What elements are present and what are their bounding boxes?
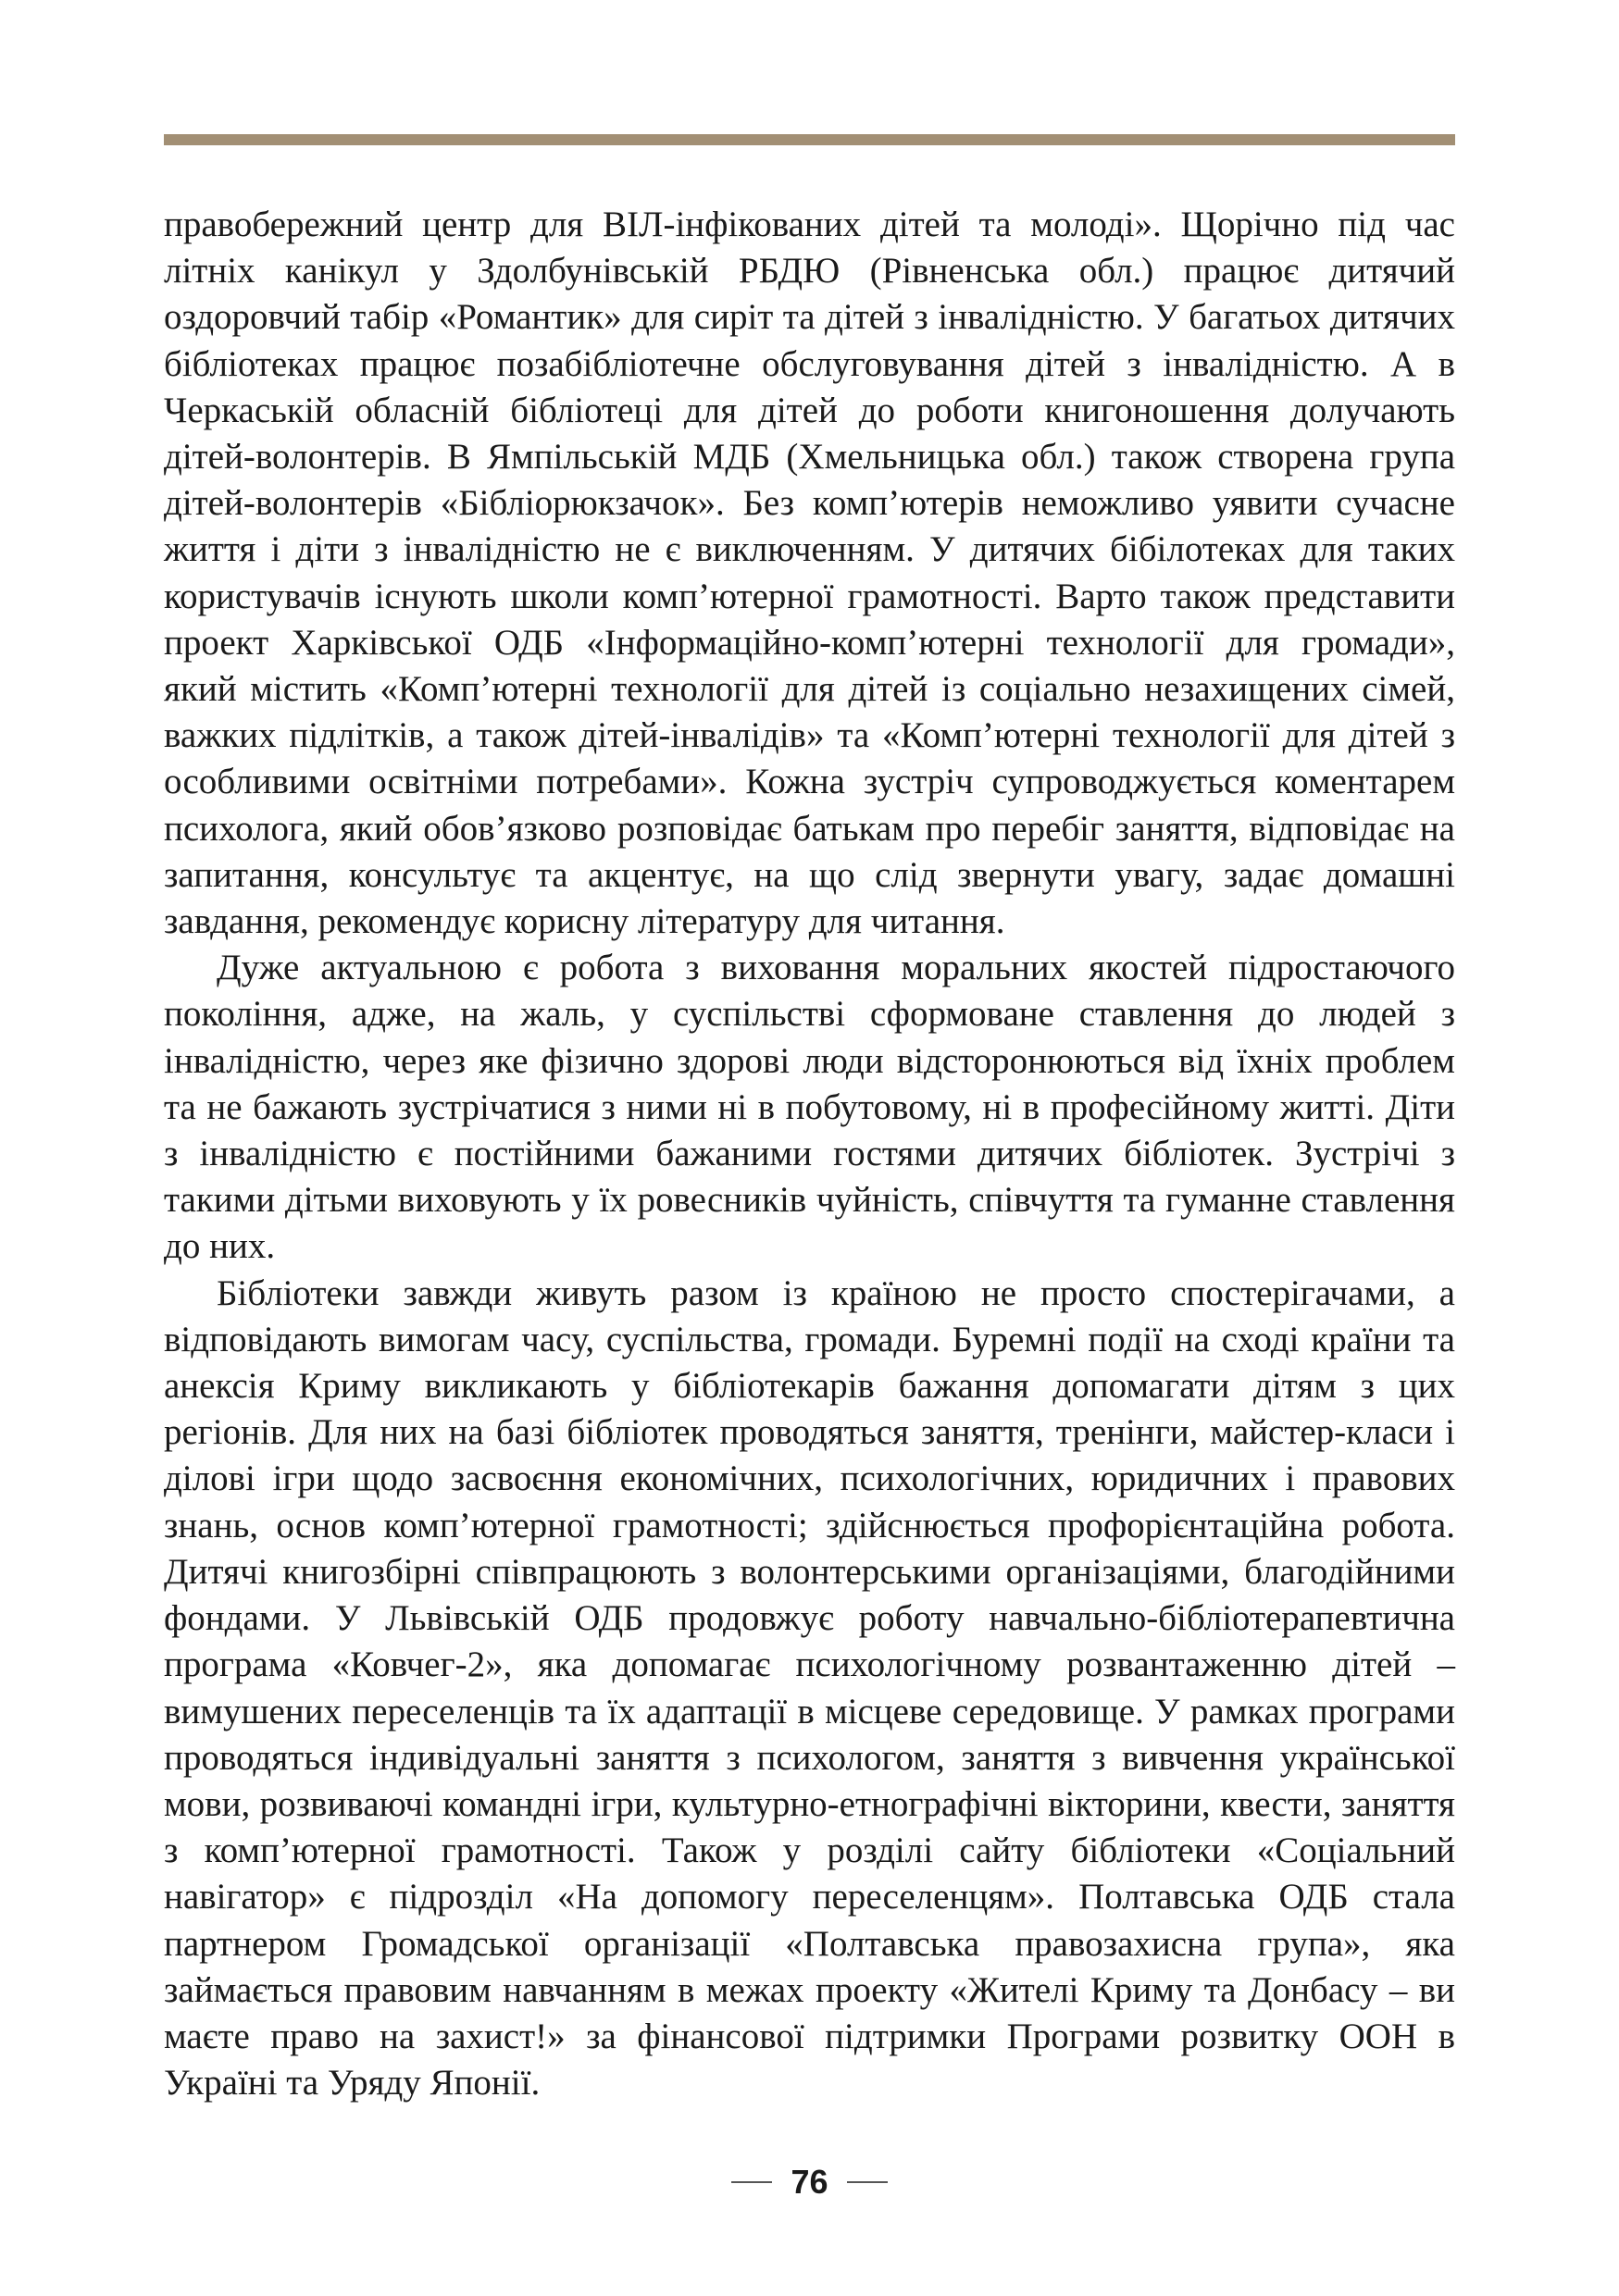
page-number-right-dash [847, 2181, 888, 2183]
page-number-left-dash [731, 2181, 772, 2183]
paragraph-1: правобережний центр для ВІЛ-інфікованих дітей та молоді». Щорічно під час літніх канікул у Здолбунівській РБДЮ (Рівненська обл.) працює дитячий оздоровчий табір «Романтик» для сиріт та дітей з інвалідністю. У багатьох дитячих бібліотеках працює позабібліотечне обслуговування дітей з інвалідністю. А в Черкаській обласній бібліотеці для дітей до роботи книгоношення долучають дітей-волонтерів. В Ямпільській МДБ (Хмельницька обл.) також створена група дітей-волонтерів «Бібліорюкзачок». Без комп’ютерів неможливо уявити сучасне життя і діти з інвалідністю не є виключенням. У дитячих бібілотеках для таких користувачів існують школи комп’ютерної грамотності. Варто також представити проект Харківської ОДБ «Інформаційно-комп’ютерні технології для громади», який містить «Комп’ютерні технології для дітей із соціально незахищених сімей, важких підлітків, а також дітей-інвалідів» та «Комп’ютерні технології для дітей з особливими освітніми потребами». Кожна зустріч супроводжується коментарем психолога, який обов’язково розповідає батькам про перебіг заняття, відповідає на запитання, консультує та акцентує, на що слід звернути увагу, задає домашні завдання, рекомендує корисну літературу для читання. [164, 205, 1455, 942]
page-footer [0, 2164, 1619, 2201]
paragraph-3: Бібліотеки завжди живуть разом із країною не просто спостерігачами, а відповідають вимогам часу, суспільства, громади. Буремні події на сході країни та анексія Криму викликають у бібліотекарів бажання допомагати дітям з цих регіонів. Для них на базі бібліотек проводяться заняття, тренінги, майстер-класи і ділові ігри щодо засвоєння економічних, психологічних, юридичних і правових знань, основ комп’ютерної грамотності; здійснюється профорієнтаційна робота. Дитячі книгозбірні співпрацюють з волонтерськими організаціями, благодійними фондами. У Львівській ОДБ продовжує роботу навчально-бібліотерапевтична програма «Ковчег-2», яка допомагає психологічному розвантаженню дітей – вимушених переселенців та їх адаптації в місцеве середовище. У рамках програми проводяться індивідуальні заняття з психологом, заняття з вивчення української мови, розвиваючі командні ігри, культурно-етнографічні вікторини, квести, заняття з комп’ютерної грамотності. Також у розділі сайту бібліотеки «Соціальний навігатор» є підрозділ «На допомогу переселенцям». Полтавська ОДБ стала партнером Громадської організації «Полтавська правозахисна група», яка займається правовим навчанням в межах проекту «Жителі Криму та Донбасу – ви маєте право на захист!» за фінансової підтримки Програми розвитку ООН в Україні та Уряду Японії. [164, 1272, 1455, 2104]
page-number: 76 [791, 2163, 828, 2201]
header-rule [164, 134, 1455, 145]
body-text [164, 202, 1455, 2106]
paragraph-2: Дуже актуальною є робота з виховання моральних якостей підростаючого покоління, адже, на жаль, у суспільстві сформоване ставлення до людей з інвалідністю, через яке фізично здорові люди відсторонюються від їхніх проблем та не бажають зустрічатися з ними ні в побутовому, ні в професійному житті. Діти з інвалідністю є постійними бажаними гостями дитячих бібліотек. Зустрічі з такими дітьми виховують у їх ровесників чуйність, співчуття та гуманне ставлення до них. [164, 948, 1455, 1267]
